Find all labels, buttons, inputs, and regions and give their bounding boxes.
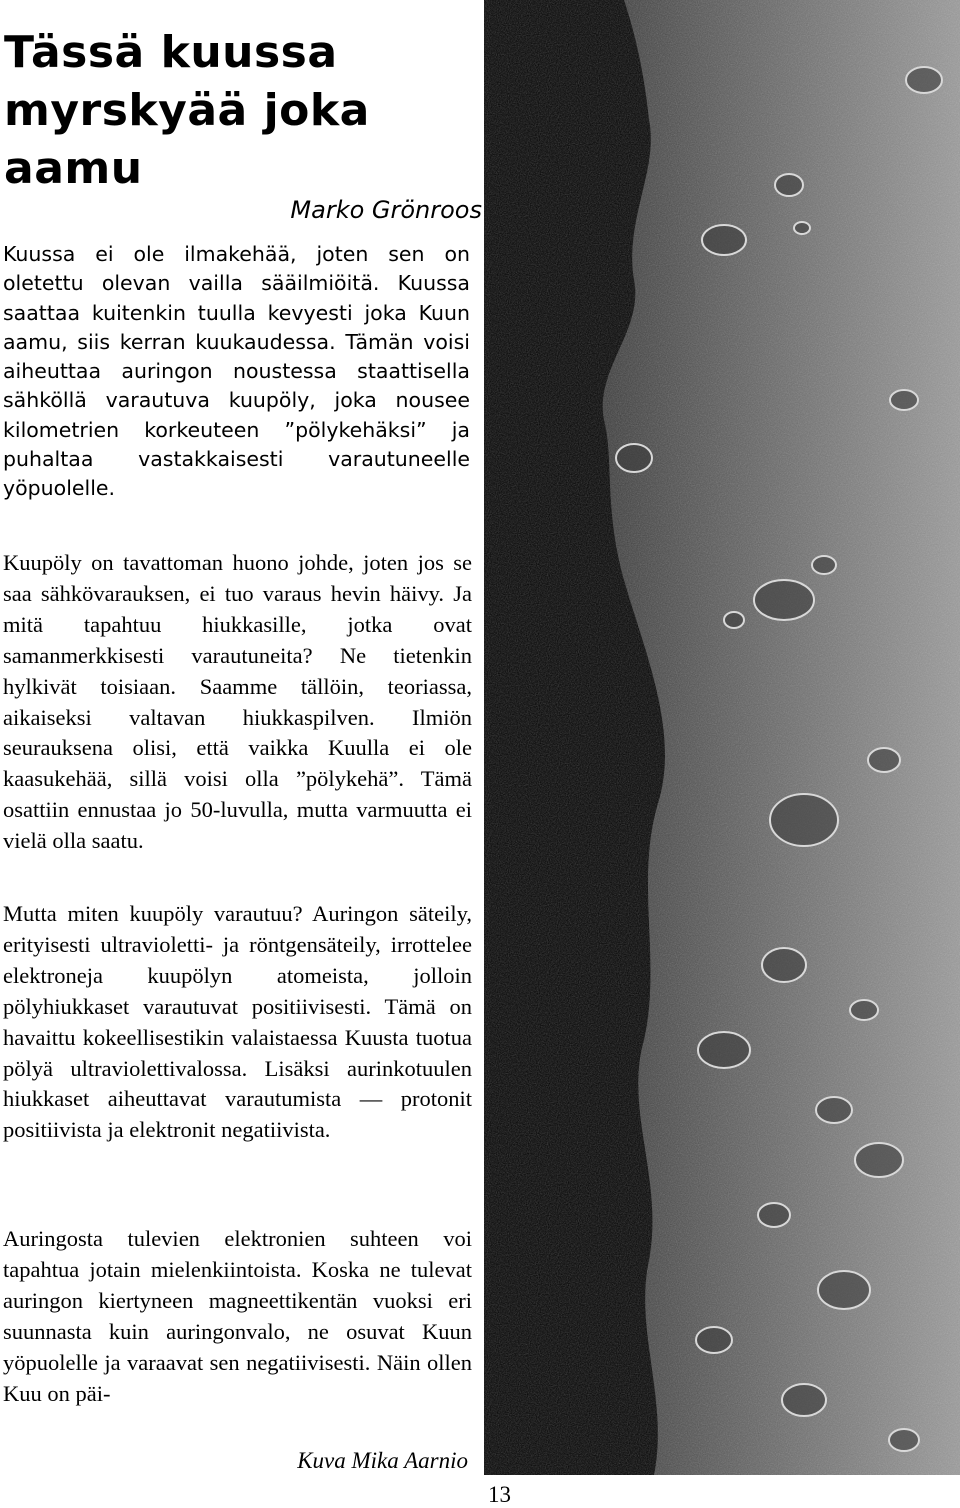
moon-surface-illustration: [484, 0, 960, 1475]
crater: [855, 1143, 903, 1177]
article-title: Tässä kuussa myrskyää joka aamu: [4, 27, 370, 194]
crater: [754, 580, 814, 620]
crater: [782, 1384, 826, 1416]
crater: [889, 1429, 919, 1451]
crater: [724, 612, 744, 628]
crater: [794, 222, 810, 234]
crater: [696, 1327, 732, 1353]
crater: [775, 174, 803, 196]
crater: [850, 1000, 878, 1020]
crater: [702, 225, 746, 255]
photo-credit: Kuva Mika Aarnio: [297, 1448, 468, 1473]
crater: [890, 390, 918, 410]
crater: [762, 948, 806, 982]
moon-photo: [484, 0, 960, 1475]
author-byline: Marko Grönroos: [290, 196, 482, 224]
crater: [906, 67, 942, 93]
page-number: 13: [488, 1482, 511, 1507]
crater: [698, 1032, 750, 1068]
crater: [816, 1097, 852, 1123]
crater: [818, 1271, 870, 1309]
crater: [770, 794, 838, 846]
crater: [616, 444, 652, 472]
body-paragraph-1: Kuupöly on tavattoman huono johde, joten jos se saa sähkövarauksen, ei tuo varaus hevin häivy. Ja mitä tapahtuu hiukkasille, jotka ovat samanmerkkisesti varautuneita? Ne tietenkin hylkivät toisiaan. Saamme tällöin, teoriassa, aikaiseksi valtavan hiukkaspilven. Ilmiön seurauksena olisi, että vaikka Kuulla ei ole kaasukehää, sillä voisi olla ”pölykehä”. Tämä osattiin ennustaa jo 50-luvulla, mutta varmuutta ei vielä olla saatu.: [3, 550, 472, 854]
crater: [758, 1203, 790, 1227]
crater: [812, 556, 836, 574]
body-paragraph-3: Auringosta tulevien elektronien suhteen voi tapahtua jotain mielenkiintoista. Koska ne tulevat auringon kiertyneen magneettikentän vuoksi eri suunnasta kuin auringonvalo, ne osuvat Kuun yöpuolelle ja varaavat sen negatiivisesti. Näin ollen Kuu on päi-: [3, 1226, 472, 1406]
body-paragraph-2: Mutta miten kuupöly varautuu? Auringon säteily, erityisesti ultravioletti- ja röntgensäteily, irrottelee elektroneja kuupölyn atomeista, jolloin pölyhiukkaset varautuvat positiivisesti. Tämä on havaittu kokeellisestikin valaistaessa Kuusta tuotua pölyä ultraviolettivalossa. Lisäksi aurinkotuulen hiukkaset aiheuttavat varautumista — protonit positiivista ja elektronit negatiivista.: [3, 901, 472, 1143]
lead-paragraph: Kuussa ei ole ilmakehää, joten sen on oletettu olevan vailla sääilmiöitä. Kuussa saattaa kuitenkin tuulla kevyesti joka Kuun aamu, siis kerran kuukaudessa. Tämän voisi aiheuttaa auringon noustessa staattisella sähköllä varautuva kuupöly, joka nousee kilometrien korkeuteen ”pölykehäksi” ja puhaltaa vastakkaisesti varautuneelle yöpuolelle.: [3, 242, 470, 501]
surface-texture: [484, 0, 960, 1475]
crater: [868, 748, 900, 772]
